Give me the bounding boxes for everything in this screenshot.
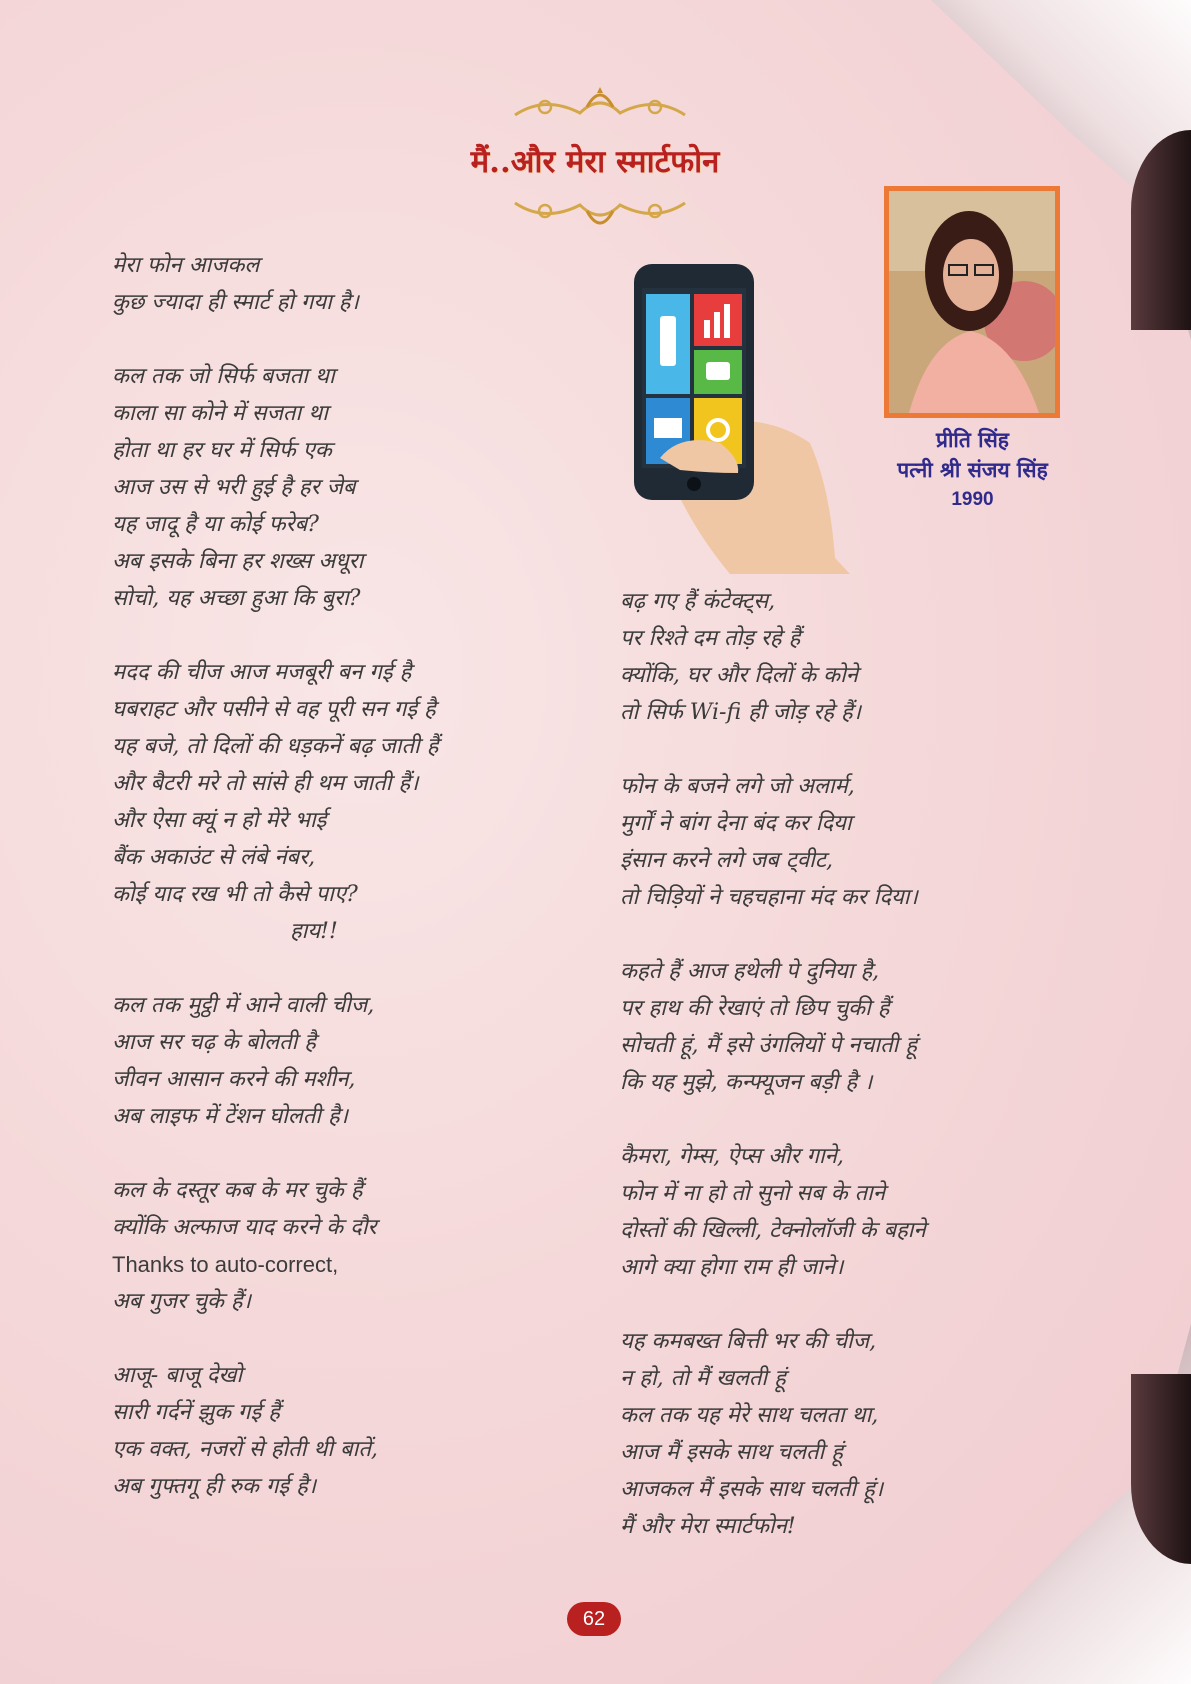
poem-line: एक वक्त, नजरों से होती थी बातें,: [112, 1437, 378, 1462]
poem-line: कुछ ज्यादा ही स्मार्ट हो गया है।: [112, 290, 359, 315]
poem-stanza: [620, 953, 1040, 1101]
poem-line: सोचती हूं, मैं इसे उंगलियों पे नचाती हूं: [620, 1033, 918, 1058]
poem-line: आजू- बाजू देखो: [112, 1363, 243, 1388]
poem-line: आज उस से भरी हुई है हर जेब: [112, 475, 356, 500]
poem-line: मदद की चीज आज मजबूरी बन गई है: [112, 660, 412, 685]
poem-line: कि यह मुझे, कन्फ्यूजन बड़ी है ।: [620, 1070, 873, 1095]
poem-line: आजकल मैं इसके साथ चलती हूं।: [620, 1477, 884, 1502]
poem-line: कहते हैं आज हथेली पे दुनिया है,: [620, 959, 880, 984]
poem-line: कल के दस्तूर कब के मर चुके हैं: [112, 1178, 363, 1203]
poem-line: अब गुफ्तगू ही रुक गई है।: [112, 1474, 317, 1499]
poem-line: पर हाथ की रेखाएं तो छिप चुकी हैं: [620, 996, 890, 1021]
author-name: प्रीति सिंह: [936, 427, 1009, 452]
poem-line: हाय!!: [290, 919, 338, 944]
poem-line: इंसान करने लगे जब ट्वीट,: [620, 848, 833, 873]
poem-line: कल तक यह मेरे साथ चलता था,: [620, 1403, 879, 1428]
poem-line: फोन में ना हो तो सुनो सब के ताने: [620, 1181, 886, 1206]
poem-stanza: [112, 987, 542, 1135]
poem-right-column: [620, 583, 1040, 1582]
author-relation: पत्नी श्री संजय सिंह: [897, 457, 1048, 482]
poem-line: दोस्तों की खिल्ली, टेक्नोलॉजी के बहाने: [620, 1218, 926, 1243]
poem-line: अब गुजर चुके हैं।: [112, 1289, 251, 1314]
poem-line: फोन के बजने लगे जो अलार्म,: [620, 774, 855, 799]
poem-line: आज मैं इसके साथ चलती हूं: [620, 1440, 843, 1465]
poem-stanza: [112, 247, 542, 321]
poem-line: सारी गर्दनें झुक गई हैं: [112, 1400, 280, 1425]
poem-line: और ऐसा क्यूं न हो मेरे भाई: [112, 808, 327, 833]
poem-line: मैं और मेरा स्मार्टफोन!: [620, 1514, 796, 1539]
poem-stanza: [112, 654, 542, 950]
poem-line: कल तक जो सिर्फ बजता था: [112, 364, 335, 389]
poem-line: क्योंकि अल्फाज याद करने के दौर: [112, 1215, 377, 1240]
poem-line: बढ़ गए हैं कंटेक्ट्स,: [620, 589, 776, 614]
poem-line: होता था हर घर में सिर्फ एक: [112, 438, 332, 463]
poem-line: कोई याद रख भी तो कैसे पाए?: [112, 882, 358, 907]
poem-stanza: [112, 1357, 542, 1505]
smartphone-in-hand-icon: [620, 258, 850, 574]
poem-line: आज सर चढ़ के बोलती है: [112, 1030, 316, 1055]
poem-line: तो चिड़ियों ने चहचहाना मंद कर दिया।: [620, 885, 918, 910]
poem-line: न हो, तो मैं खलती हूं: [620, 1366, 786, 1391]
poem-line: बैंक अकाउंट से लंबे नंबर,: [112, 845, 316, 870]
poem-line: अब इसके बिना हर शख्स अधूरा: [112, 549, 364, 574]
title-ornament-icon: [505, 85, 695, 125]
poem-line: आगे क्या होगा राम ही जाने।: [620, 1255, 844, 1280]
poem-line: यह बजे, तो दिलों की धड़कनें बढ़ जाती हैं: [112, 734, 439, 759]
poem-line: तो सिर्फ Wi-fi ही जोड़ रहे हैं।: [620, 700, 861, 725]
poem-stanza: [620, 583, 1040, 731]
page-title: मैं..और मेरा स्मार्टफोन: [470, 144, 720, 180]
poem-stanza: [620, 768, 1040, 916]
poem-line: यह कमबख्त बित्ती भर की चीज,: [620, 1329, 877, 1354]
poem-line: पर रिश्ते दम तोड़ रहे हैं: [620, 626, 801, 651]
title-ornament-bottom-icon: [505, 193, 695, 233]
page-number-badge: 62: [567, 1602, 621, 1636]
poem-line: यह जादू है या कोई फरेब?: [112, 512, 319, 537]
poem-stanza: [112, 1172, 542, 1320]
author-year: 1990: [951, 489, 994, 510]
poem-stanza: [620, 1323, 1040, 1545]
poem-line: अब लाइफ में टेंशन घोलती है।: [112, 1104, 349, 1129]
poem-line: और बैटरी मरे तो सांसे ही थम जाती हैं।: [112, 771, 419, 796]
author-photo: [884, 186, 1060, 418]
poem-stanza: [112, 358, 542, 617]
poem-left-column: [112, 247, 542, 1542]
poem-line: मुर्गों ने बांग देना बंद कर दिया: [620, 811, 852, 836]
poem-line: कैमरा, गेम्स, ऐप्स और गाने,: [620, 1144, 844, 1169]
poem-line: मेरा फोन आजकल: [112, 253, 260, 278]
poem-line: क्योंकि, घर और दिलों के कोने: [620, 663, 858, 688]
poem-line: Thanks to auto-correct,: [112, 1252, 339, 1277]
poem-line: जीवन आसान करने की मशीन,: [112, 1067, 356, 1092]
poem-line: कल तक मुट्ठी में आने वाली चीज,: [112, 993, 375, 1018]
poem-line: काला सा कोने में सजता था: [112, 401, 328, 426]
poem-line: घबराहट और पसीने से वह पूरी सन गई है: [112, 697, 436, 722]
poem-stanza: [620, 1138, 1040, 1286]
poem-line: सोचो, यह अच्छा हुआ कि बुरा?: [112, 586, 361, 611]
